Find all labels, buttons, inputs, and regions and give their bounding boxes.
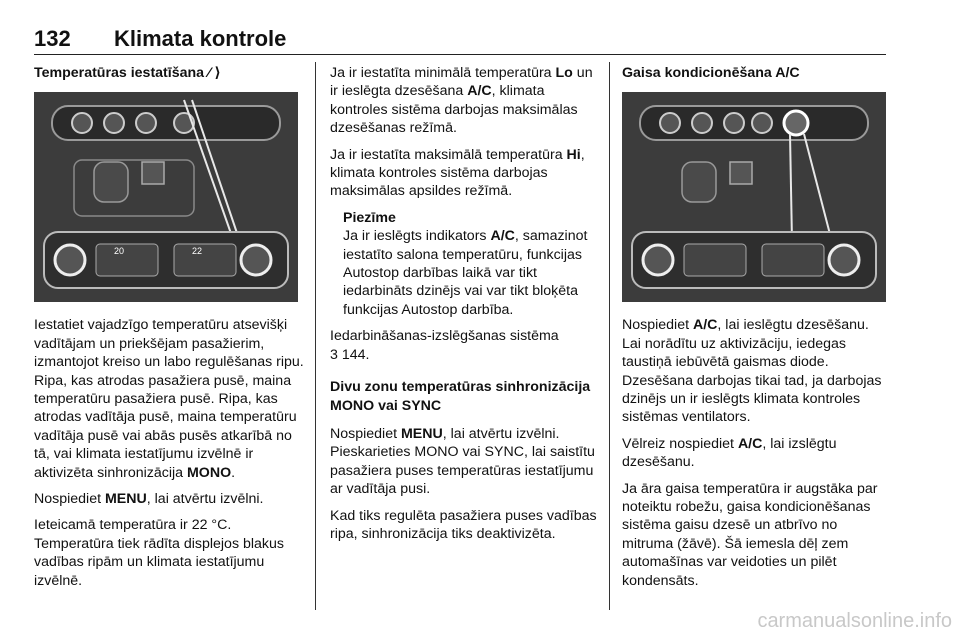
page-reference: 3 144. bbox=[330, 346, 370, 363]
chapter-title: Klimata kontrole bbox=[114, 26, 287, 51]
climate-control-illustration bbox=[34, 92, 298, 302]
section-heading: Gaisa kondicionēšana A/C bbox=[622, 65, 800, 81]
curved-bracket-icon: ⁄ ⟩ bbox=[208, 65, 221, 81]
display-right-value: 22 bbox=[192, 246, 203, 257]
paragraph: Kad tiks regulēta pasažiera puses vadības ripa, sinhronizācija tiks deaktivizēta. bbox=[330, 507, 597, 542]
column-divider bbox=[609, 62, 610, 610]
note-title: Piezīme bbox=[343, 209, 396, 226]
ac-button-illustration bbox=[622, 92, 886, 302]
watermark: carmanualsonline.info bbox=[757, 610, 952, 632]
display-left-value: 20 bbox=[114, 246, 125, 257]
column-2 bbox=[330, 64, 600, 551]
column-divider bbox=[315, 62, 316, 610]
paragraph: Ja ir iestatīta minimālā temperatūra Lo un ir ieslēgta dzesēšana A/C, klimata kontroles sistēma darbojas maksimālas dzesēšanas režīmā. bbox=[330, 65, 593, 137]
section-heading: Divu zonu temperatūras sinhronizācija MONO vai SYNC bbox=[330, 379, 591, 414]
paragraph: Nospiediet MENU, lai atvērtu izvēlni. Pieskarieties MONO vai SYNC, lai saistītu pasažiera puses temperatūras iestatījumu ar vadītāja pusi. bbox=[330, 425, 595, 498]
note-text: Ja ir ieslēgts indikators A/C, samazinot iestatīto salona temperatūru, funkcijas Autostop darbības laikā var tikt iedarbināts dzinējs vai var tikt bloķēta funkcijas Autostop darbība. bbox=[343, 228, 588, 318]
paragraph: Vēlreiz nospiediet A/C, lai izslēgtu dzesēšanu. bbox=[622, 435, 837, 471]
paragraph: Iedarbināšanas-izslēgšanas sistēma 3 144. bbox=[330, 328, 559, 363]
column-1 bbox=[34, 64, 304, 598]
page-header bbox=[34, 24, 886, 58]
note-box bbox=[330, 209, 600, 319]
column-3 bbox=[622, 64, 890, 598]
paragraph: Ieteicamā temperatūra ir 22 °C. Temperatūra tiek rādīta displejos blakus vadības ripām un klimata iestatījumu izvēlnē. bbox=[34, 517, 284, 589]
paragraph: Ja āra gaisa temperatūra ir augstāka par noteiktu robežu, gaisa kondicionēšanas sistēma gaisu dzesē un atbrīvo no mitruma (žāvē). Šā iemesla dēļ zem automašīnas var veidoties un pilēt kondensāts. bbox=[622, 480, 878, 589]
paragraph: Nospiediet A/C, lai ieslēgtu dzesēšanu. Lai norādītu uz aktivizāciju, iedegas taustiņā iebūvētā gaismas diode. Dzesēšana darbojas tikai tad, ja darbojas dzinējs un ir ieslēgts klimata kontroles sistēmas ventilators. bbox=[622, 317, 882, 426]
section-heading: Temperatūras iestatīšana ⁄ ⟩ bbox=[34, 65, 221, 81]
paragraph: Iestatiet vajadzīgo temperatūru atsevišķi vadītājam un priekšējam pasažierim, izmantojot kreiso un labo regulēšanas ripu. Ripa, kas atrodas pasažiera pusē, maina temperatūru pasažiera pusē. Ripa, kas atrodas vadītāja pusē, maina temperatūru vadītāja pusē vai abās pusēs atkarībā no tā, vai klimata iestatījumu izvēlnē ir aktivizēta sinhronizācija MONO. bbox=[34, 317, 304, 481]
paragraph: Ja ir iestatīta maksimālā temperatūra Hi, klimata kontroles sistēma darbojas maksimālas apsildes režīmā. bbox=[330, 146, 585, 200]
paragraph: Nospiediet MENU, lai atvērtu izvēlni. bbox=[34, 491, 264, 508]
page-number: 132 bbox=[34, 26, 71, 51]
header-rule bbox=[34, 54, 886, 55]
